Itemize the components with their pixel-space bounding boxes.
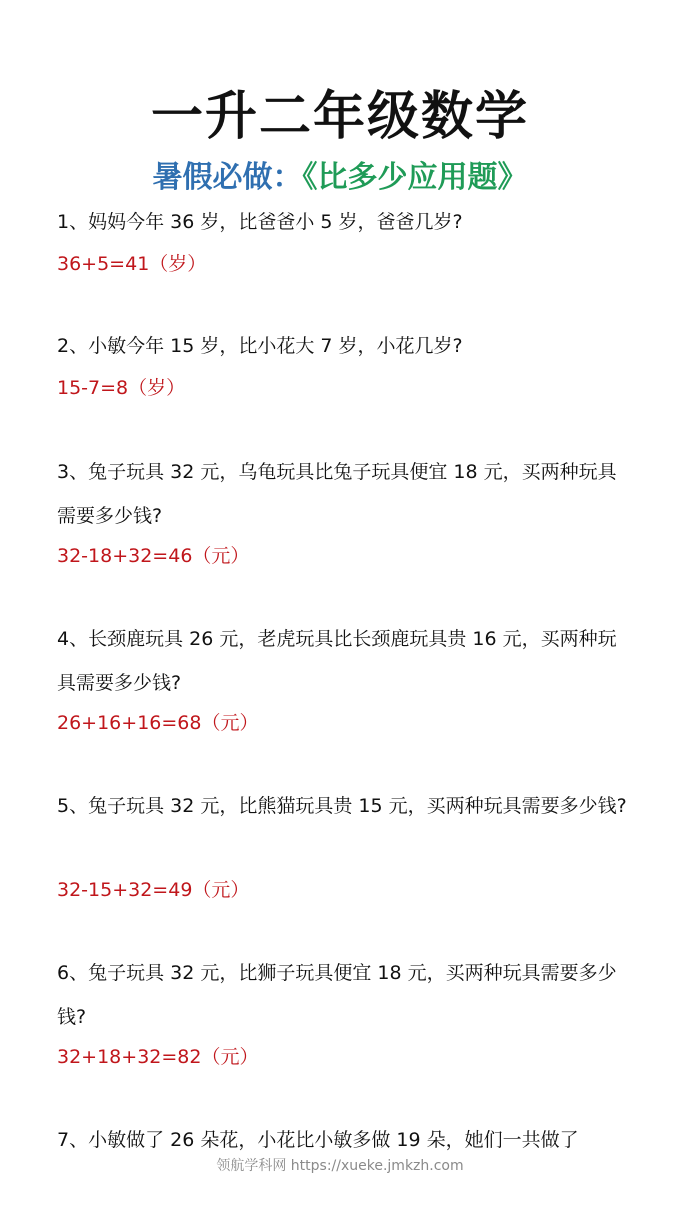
problem-7-question: 7、小敏做了 26 朵花，小花比小敏多做 19 朵，她们一共做了: [57, 1129, 579, 1151]
problem-2-answer: 15-7=8（岁）: [57, 377, 186, 399]
page-title: 一升二年级数学: [150, 87, 529, 147]
problem-2-question: 2、小敏今年 15 岁，比小花大 7 岁，小花几岁?: [57, 335, 463, 357]
problem-3-question: 3、兔子玩具 32 元，乌龟玩具比兔子玩具便宜 18 元，买两种玩具需要多少钱?: [57, 461, 617, 527]
problem-6-question: 6、兔子玩具 32 元，比狮子玩具便宜 18 元，买两种玩具需要多少钱?: [57, 962, 617, 1028]
problem-5-answer: 32-15+32=49（元）: [57, 879, 250, 901]
problem-4-answer: 26+16+16=68（元）: [57, 712, 259, 734]
problem-5-question: 5、兔子玩具 32 元，比熊猫玩具贵 15 元，买两种玩具需要多少钱?: [57, 795, 627, 817]
footer-watermark: 领航学科网 https://xueke.jmkzh.com: [216, 1158, 464, 1174]
problem-3-answer: 32-18+32=46（元）: [57, 545, 250, 567]
problem-6-answer: 32+18+32=82（元）: [57, 1046, 259, 1068]
problem-1-answer: 36+5=41（岁）: [57, 253, 207, 275]
problem-4-question: 4、长颈鹿玩具 26 元，老虎玩具比长颈鹿玩具贵 16 元，买两种玩具需要多少钱?: [57, 628, 617, 694]
page-subtitle: [0, 156, 680, 200]
problem-1-question: 1、妈妈今年 36 岁，比爸爸小 5 岁，爸爸几岁?: [57, 211, 463, 233]
subtitle-topic: 《比多少应用题》: [302, 160, 528, 195]
subtitle-prefix: 暑假必做：: [152, 160, 303, 195]
